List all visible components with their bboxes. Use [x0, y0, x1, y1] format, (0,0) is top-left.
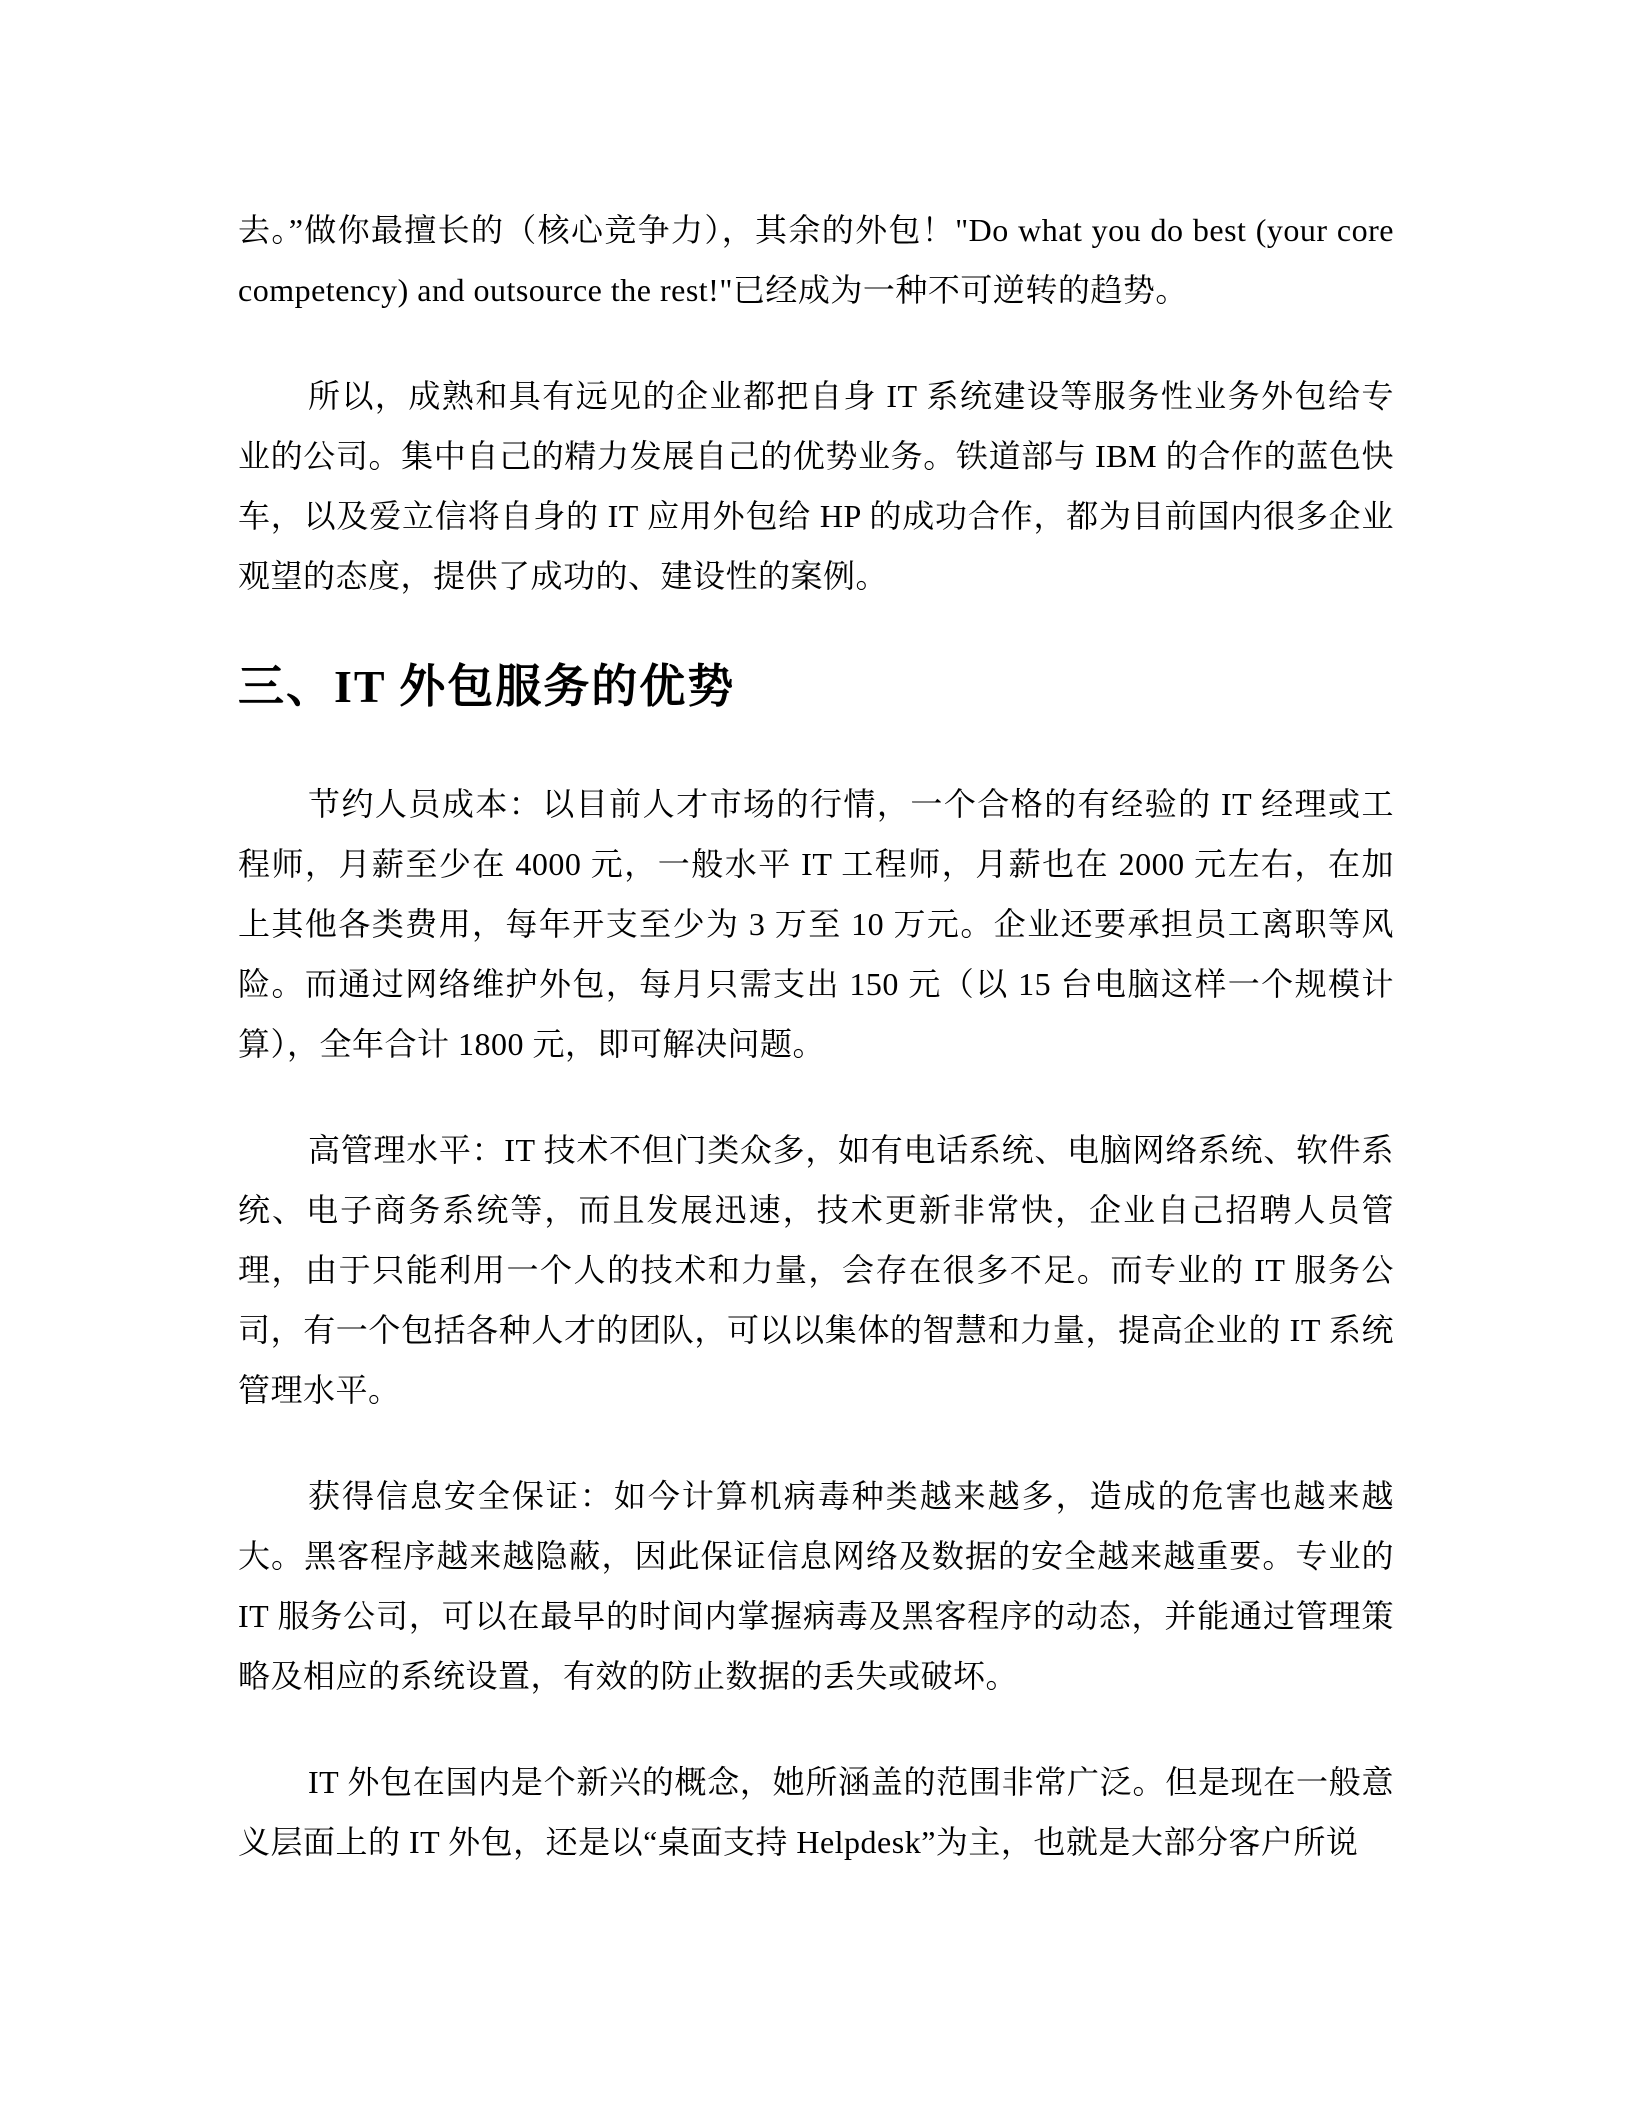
paragraph: IT 外包在国内是个新兴的概念，她所涵盖的范围非常广泛。但是现在一般意义层面上的 IT 外包，还是以“桌面支持 Helpdesk”为主，也就是大部分客户所说	[238, 1764, 1394, 1860]
paragraph: 获得信息安全保证：如今计算机病毒种类越来越多，造成的危害也越来越大。黑客程序越来越隐蔽，因此保证信息网络及数据的安全越来越重要。专业的 IT 服务公司，可以在最早的时间内掌握病毒及黑客程序的动态，并能通过管理策略及相应的系统设置，有效的防止数据的丢失或破坏。	[238, 1478, 1394, 1694]
document-content	[238, 200, 1394, 1918]
section-heading: 三、IT 外包服务的优势	[238, 661, 736, 712]
paragraph: 所以，成熟和具有远见的企业都把自身 IT 系统建设等服务性业务外包给专业的公司。集中自己的精力发展自己的优势业务。铁道部与 IBM 的合作的蓝色快车，以及爱立信将自身的 IT 应用外包给 HP 的成功合作，都为目前国内很多企业观望的态度，提供了成功的、建设性的案例。	[238, 378, 1394, 594]
paragraph: 节约人员成本：以目前人才市场的行情，一个合格的有经验的 IT 经理或工程师，月薪至少在 4000 元，一般水平 IT 工程师，月薪也在 2000 元左右，在加上其他各类费用，每年开支至少为 3 万至 10 万元。企业还要承担员工离职等风险。而通过网络维护外包，每月只需支出 150 元（以 15 台电脑这样一个规模计算），全年合计 1800 元，即可解决问题。	[238, 786, 1394, 1062]
paragraph-continuation: 去。”做你最擅长的（核心竞争力），其余的外包！"Do what you do best (your core competency) and outsource the rest!"已经成为一种不可逆转的趋势。	[238, 212, 1394, 308]
paragraph: 高管理水平：IT 技术不但门类众多，如有电话系统、电脑网络系统、软件系统、电子商务系统等，而且发展迅速，技术更新非常快，企业自己招聘人员管理，由于只能利用一个人的技术和力量，会存在很多不足。而专业的 IT 服务公司，有一个包括各种人才的团队，可以以集体的智慧和力量，提高企业的 IT 系统管理水平。	[238, 1132, 1394, 1408]
